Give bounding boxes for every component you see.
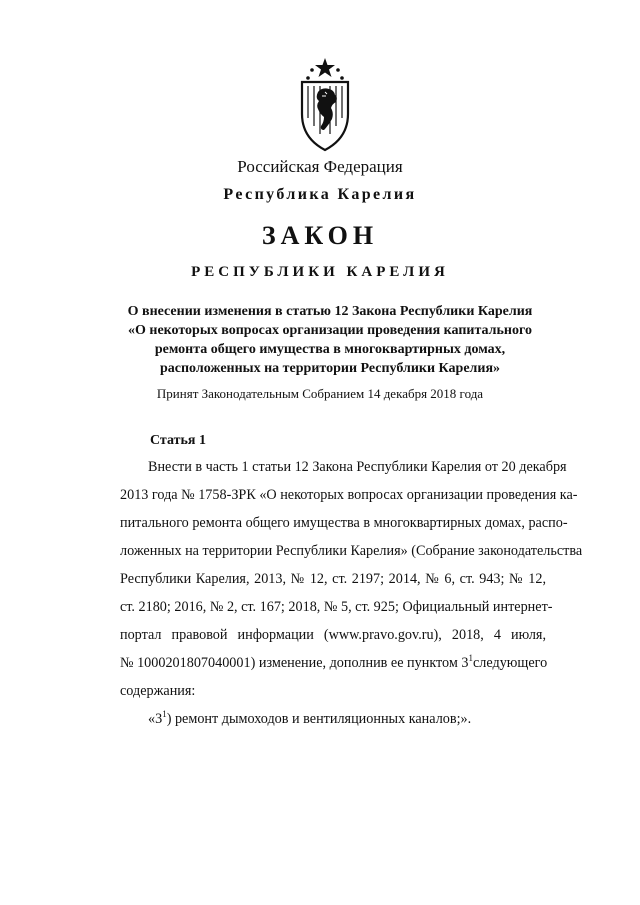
- article-text-line: 2013 года № 1758-ЗРК «О некоторых вопросах организации проведения ка-: [120, 487, 578, 503]
- law-subtitle: РЕСПУБЛИКИ КАРЕЛИЯ: [191, 264, 449, 280]
- law-heading-line: ремонта общего имущества в многоквартирных домах,: [154, 342, 506, 357]
- article-text-fragment: № 1000201807040001) изменение, дополнив ее пунктом $3^1$: [120, 653, 473, 671]
- article-text-line: ст. 2180; 2016, № 2, ст. 167; 2018, № 5, ст. 925; Официальный интернет-: [120, 599, 553, 615]
- article-text-line: питального ремонта общего имущества в многоквартирных домах, распо-: [120, 515, 568, 531]
- article-text-line: Республики Карелия, 2013, № 12, ст. 2197; 2014, № 6, ст. 943; № 12,: [120, 571, 546, 587]
- karelia-coat-of-arms-icon: [294, 56, 356, 152]
- superscript: 1: [468, 653, 473, 663]
- law-heading-line: «О некоторых вопросах организации проведения капитального: [128, 323, 532, 338]
- law-heading: [120, 302, 540, 378]
- article-text-line: [120, 655, 546, 672]
- article-text-line: содержания:: [120, 683, 196, 699]
- article-text-line: Внести в часть 1 статьи 12 Закона Республики Карелия от 20 декабря: [148, 459, 567, 475]
- article-text-fragment: следующего: [473, 655, 548, 671]
- adoption-note: Принят Законодательным Собранием 14 декабря 2018 года: [156, 386, 484, 401]
- law-heading-line: расположенных на территории Республики Карелия»: [159, 361, 501, 376]
- article-heading: Статья 1: [150, 433, 206, 448]
- article-text-line: ложенных на территории Республики Карелия» (Собрание законодательства: [120, 543, 583, 559]
- superscript: 1: [162, 709, 167, 719]
- republic-name: Республика Карелия: [223, 186, 417, 203]
- new-item-text: «$3^1$) ремонт дымоходов и вентиляционных каналов;».: [148, 709, 472, 727]
- article-text-line: портал правовой информации (www.pravo.gov.ru), 2018, 4 июля,: [120, 627, 546, 643]
- country-name: Российская Федерация: [237, 157, 403, 176]
- law-heading-line: О внесении изменения в статью 12 Закона Республики Карелия: [127, 304, 533, 319]
- law-title: ЗАКОН: [261, 221, 379, 250]
